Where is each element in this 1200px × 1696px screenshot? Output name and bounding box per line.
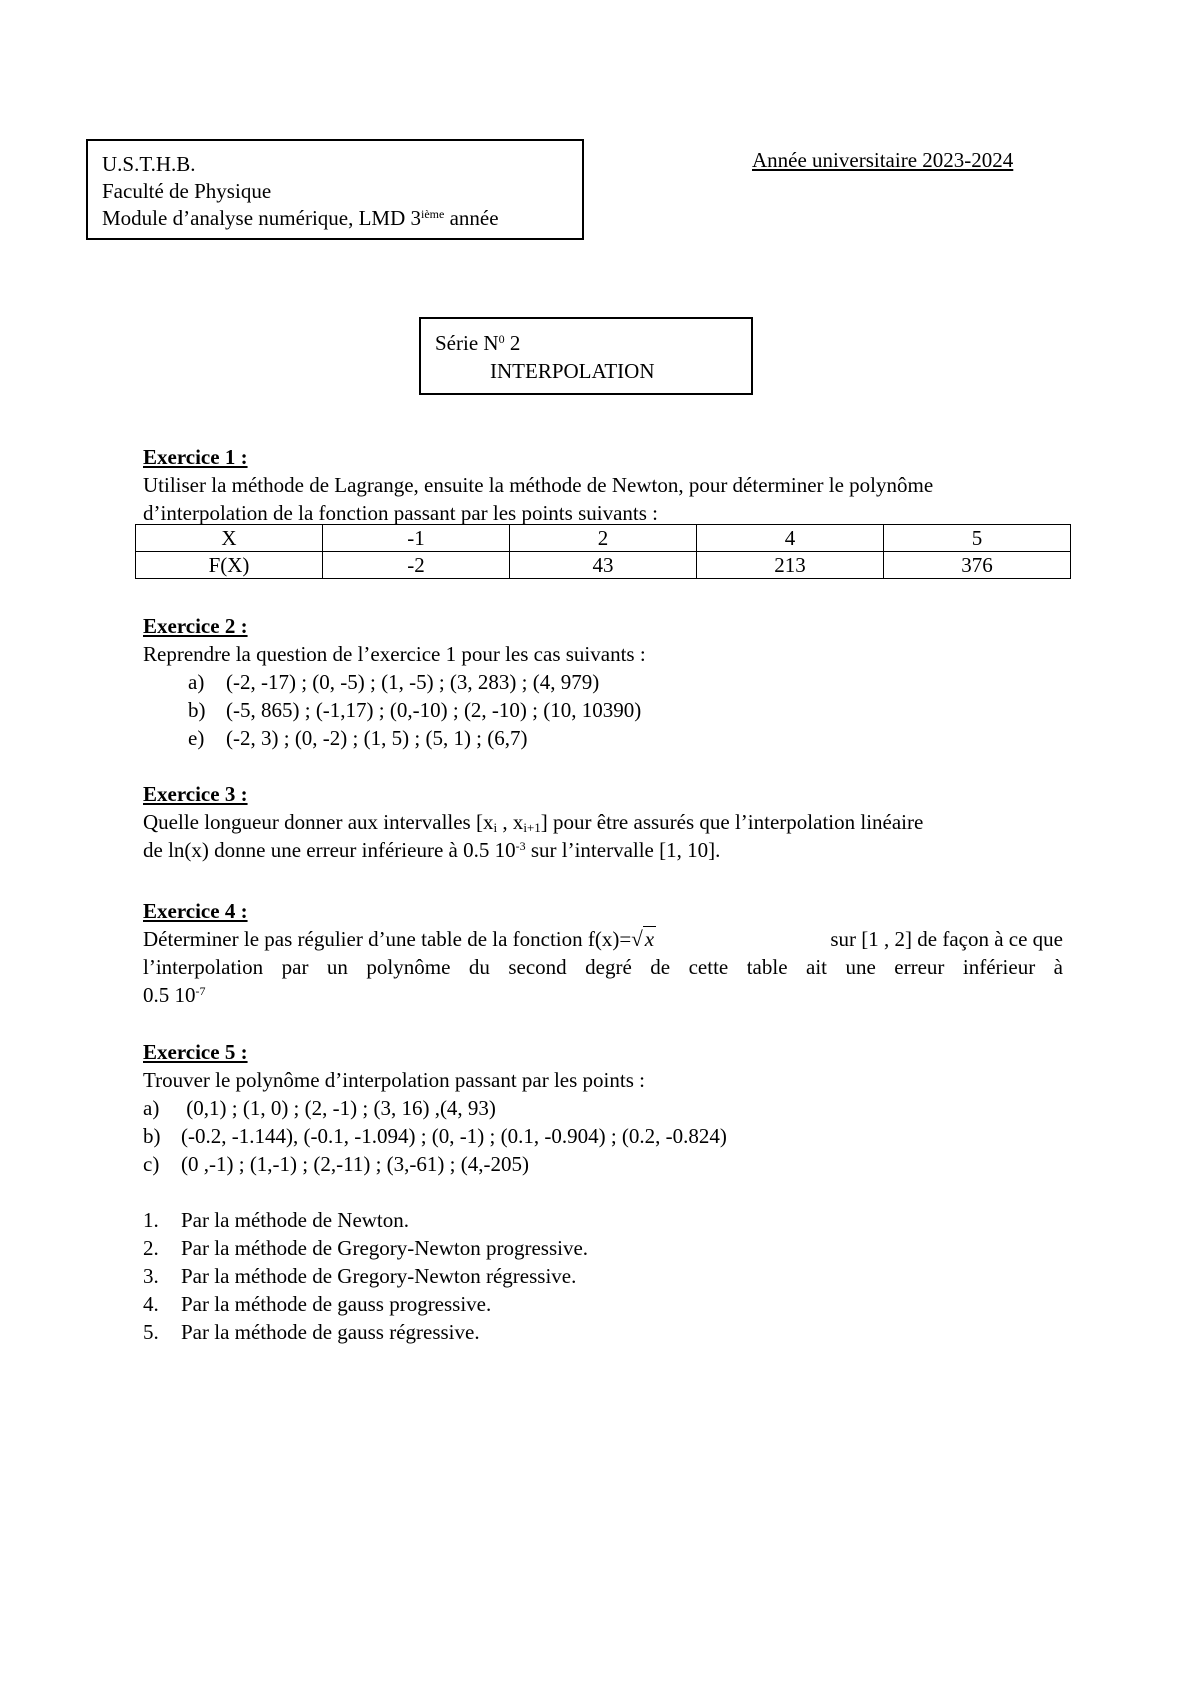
list-item: 1. Par la méthode de Newton. xyxy=(143,1208,410,1232)
exercise-3-title: Exercice 3 : xyxy=(143,782,248,806)
table-cell: 2 xyxy=(510,525,697,552)
list-item: 2. Par la méthode de Gregory-Newton progressive. xyxy=(143,1236,589,1260)
table-cell: 4 xyxy=(697,525,884,552)
academic-year: Année universitaire 2023-2024 xyxy=(752,148,1014,172)
list-item: e) (-2, 3) ; (0, -2) ; (1, 5) ; (5, 1) ; (6,7) xyxy=(188,726,528,750)
university-name: U.S.T.H.B. xyxy=(102,152,196,176)
table-row xyxy=(136,552,1071,579)
exercise-3 xyxy=(143,780,1063,864)
exercise-4-text-line-1 xyxy=(143,925,1063,953)
serie-box xyxy=(419,317,753,395)
table-cell: -1 xyxy=(323,525,510,552)
exercise-4-line-1-group: Déterminer le pas régulier d’une table de la fonction f(x)=√x xyxy=(143,927,655,951)
list-item: a) (0,1) ; (1, 0) ; (2, -1) ; (3, 16) ,(4, 93) xyxy=(143,1096,496,1120)
list-item: 4. Par la méthode de gauss progressive. xyxy=(143,1292,492,1316)
table-cell: 5 xyxy=(884,525,1071,552)
exercise-4-line-1-tail: sur [1 , 2] de façon à ce que xyxy=(830,927,1063,951)
list-item: 5. Par la méthode de gauss régressive. xyxy=(143,1320,480,1344)
serie-title: Série $N^0$ 2 xyxy=(435,331,521,355)
exercise-1-title: Exercice 1 : xyxy=(143,445,248,469)
module-line: Module d’analyse numérique, LMD 3ième année xyxy=(102,206,499,230)
exercise-4-text-line-2: l’interpolation par un polynôme du second degré de cette table ait une erreur inférieur à xyxy=(143,955,1063,979)
exercise-4-text-line-3: 0.5 $10^{-7}$ xyxy=(143,983,206,1007)
serie-topic: INTERPOLATION xyxy=(490,359,655,383)
exercise-1-text-line-1: Utiliser la méthode de Lagrange, ensuite la méthode de Newton, pour déterminer le polynôme xyxy=(143,473,934,497)
exercise-5-intro: Trouver le polynôme d’interpolation passant par les points : xyxy=(143,1068,645,1092)
table-cell: F(X) xyxy=(136,552,323,579)
exercise-4 xyxy=(143,897,1063,1009)
methods-list xyxy=(143,1206,1063,1346)
list-item: b) (-0.2, -1.144), (-0.1, -1.094) ; (0, -1) ; (0.1, -0.904) ; (0.2, -0.824) xyxy=(143,1124,727,1148)
exercise-5 xyxy=(143,1038,1063,1178)
table-cell: 213 xyxy=(697,552,884,579)
exercise-3-text-line-2: de ln(x) donne une erreur inférieure à 0.5 $10^{-3}$ sur l’intervalle [1, 10]. xyxy=(143,838,721,862)
exercise-1 xyxy=(143,443,1063,527)
points-table xyxy=(135,524,1071,579)
exercise-2-title: Exercice 2 : xyxy=(143,614,248,638)
exercise-2 xyxy=(143,612,1063,752)
list-item: a) (-2, -17) ; (0, -5) ; (1, -5) ; (3, 283) ; (4, 979) xyxy=(188,670,600,694)
table-cell: X xyxy=(136,525,323,552)
exercise-2-intro: Reprendre la question de l’exercice 1 pour les cas suivants : xyxy=(143,642,646,666)
header-box xyxy=(86,139,584,240)
list-item: b) (-5, 865) ; (-1,17) ; (0,-10) ; (2, -10) ; (10, 10390) xyxy=(188,698,642,722)
list-item: 3. Par la méthode de Gregory-Newton régressive. xyxy=(143,1264,577,1288)
table-cell: 43 xyxy=(510,552,697,579)
table-cell: 376 xyxy=(884,552,1071,579)
table-row xyxy=(136,525,1071,552)
faculty-name: Faculté de Physique xyxy=(102,179,272,203)
exercise-3-text-line-1: Quelle longueur donner aux intervalles [$x_i$ , $x_{i+1}$] pour être assurés que l’interpolation linéaire xyxy=(143,810,924,835)
exercise-5-title: Exercice 5 : xyxy=(143,1040,248,1064)
exercise-4-title: Exercice 4 : xyxy=(143,899,248,923)
exercise-1-text-line-2: d’interpolation de la fonction passant par les points suivants : xyxy=(143,501,658,525)
sqrt-expression: √x xyxy=(631,927,655,951)
table-cell: -2 xyxy=(323,552,510,579)
list-item: c) (0 ,-1) ; (1,-1) ; (2,-11) ; (3,-61) ; (4,-205) xyxy=(143,1152,529,1176)
